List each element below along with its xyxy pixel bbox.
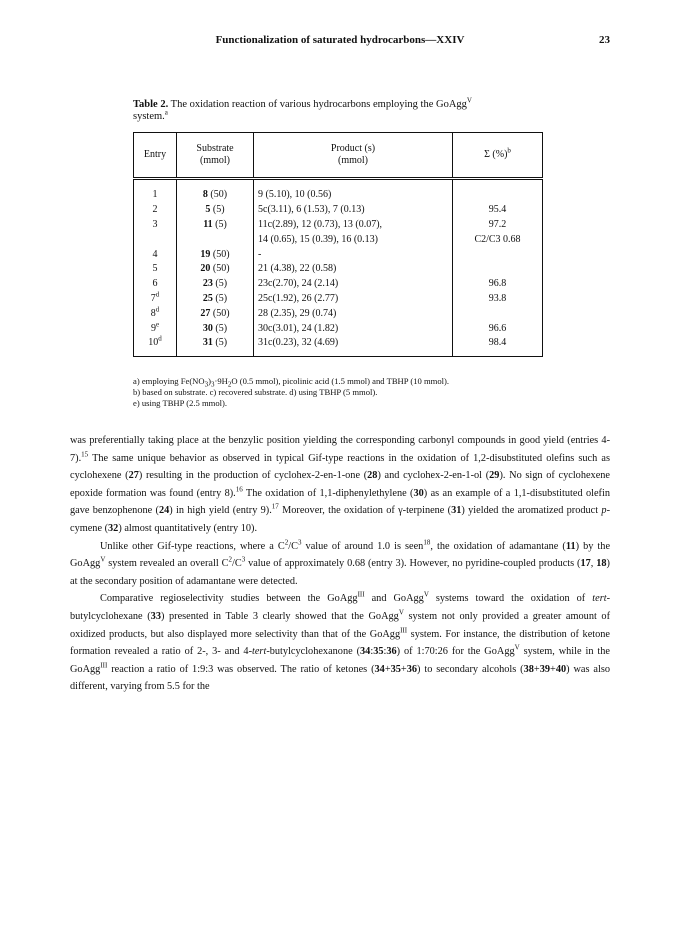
cell-substrate-amount: (5) [212, 204, 225, 216]
table-row [134, 218, 543, 233]
cell-substrate-id: 23 [202, 278, 213, 290]
cell-entry [134, 277, 177, 292]
cell-substrate-id: 5 [205, 204, 211, 216]
cell-sigma [453, 247, 543, 262]
cell-substrate [177, 203, 254, 218]
cell-substrate [177, 188, 254, 203]
header-product [254, 133, 453, 179]
cell-entry-number: 2 [152, 204, 158, 216]
cell-product: 14 (0.65), 15 (0.39), 16 (0.13) [254, 232, 453, 247]
cell-sigma: 98.4 [453, 336, 543, 357]
cell-entry [134, 203, 177, 218]
cell-entry-sup: e [155, 320, 160, 329]
cell-entry-sup: d [155, 305, 160, 314]
table-row [134, 247, 543, 262]
header-sigma-text: Σ (%) [484, 149, 508, 160]
cell-sigma [453, 188, 543, 203]
cell-product: 23c(2.70), 24 (2.14) [254, 277, 453, 292]
table-caption [133, 96, 543, 123]
cell-substrate [177, 336, 254, 357]
paragraph-3: Comparative regioselectivity studies between the GoAgg$^{III}$ and GoAgg$^V$ systems toward the oxidation of tert-butylcyclohexane (33) presented in Table 3 clearly showed that the GoAgg$^V$ system not only provided a greater amount of oxidized products, but also displayed more selectivity than that of the GoAgg$^{III}$ system. For instance, the distribution of ketone formation revealed a ratio of 2-, 3- and 4-tert-butylcyclohexanone (34:35:36) of 1:70:26 for the GoAgg$^V$ system, while in the GoAgg$^{III}$ reaction a ratio of 1:9:3 was observed. The ratio of ketones (34+35+36) to secondary alcohols (38+39+40) was also different, varying from 5.5 for the [70, 590, 611, 693]
cell-substrate [177, 218, 254, 233]
cell-entry-number: 5 [152, 263, 158, 275]
cell-entry [134, 262, 177, 277]
table-row [134, 277, 543, 292]
cell-product: 28 (2.35), 29 (0.74) [254, 306, 453, 321]
cell-substrate [177, 306, 254, 321]
cell-product: 25c(1.92), 26 (2.77) [254, 292, 453, 307]
header-substrate-line2: (mmol) [200, 155, 230, 166]
cell-entry-number: 4 [152, 248, 158, 260]
body-text [70, 432, 610, 696]
cell-substrate-amount: (50) [212, 307, 230, 319]
cell-substrate-id: 8 [202, 189, 208, 201]
page-number: 23 [599, 34, 610, 46]
table-caption-sup: V [466, 96, 472, 105]
table-body [134, 179, 543, 357]
table-row [134, 232, 543, 247]
cell-entry-number: 10 [148, 336, 159, 348]
header-substrate-line1: Substrate [196, 143, 234, 154]
table-footnotes [133, 376, 563, 409]
cell-substrate [177, 262, 254, 277]
cell-entry [134, 336, 177, 357]
cell-entry [134, 306, 177, 321]
cell-sigma: 96.8 [453, 277, 543, 292]
cell-substrate-id: 11 [203, 218, 213, 230]
table-caption-label: Table 2. [133, 99, 169, 110]
cell-substrate-id: 20 [200, 263, 211, 275]
cell-sigma [453, 262, 543, 277]
header-sigma-sup: b [507, 146, 511, 155]
paragraph-2: Unlike other Gif-type reactions, where a $C^2/C^3$ value of around 1.0 is seen$^{18}$, the oxidation of adamantane (11) by the GoAgg$^V$ system revealed an overall $C^2/C^3$ value of approximately 0.68 (entry 3). However, no pyridine-coupled products (17, 18) at the secondary position of adamantane were detected. [70, 538, 611, 587]
cell-product: - [254, 247, 453, 262]
footnote-b: b) based on substrate. c) recovered substrate. d) using TBHP (5 mmol). [133, 387, 378, 397]
table-row [134, 321, 543, 336]
table-spacer-row [134, 179, 543, 189]
cell-entry-number: 1 [152, 189, 158, 201]
cell-entry-number: 9 [150, 322, 156, 334]
table-row [134, 188, 543, 203]
cell-product: 11c(2.89), 12 (0.73), 13 (0.07), [254, 218, 453, 233]
header-substrate [177, 133, 254, 179]
cell-entry-sup: d [155, 290, 160, 299]
table-row [134, 306, 543, 321]
cell-entry [134, 188, 177, 203]
header-sigma [453, 133, 543, 179]
cell-substrate [177, 277, 254, 292]
cell-entry-sup: d [158, 334, 162, 343]
cell-substrate [177, 292, 254, 307]
header-product-line1: Product (s) [330, 143, 376, 154]
header-entry: Entry [134, 133, 177, 179]
cell-substrate-amount: (50) [210, 189, 228, 201]
running-head-title: Functionalization of saturated hydrocarbons—XXIV [215, 34, 465, 46]
cell-product: 31c(0.23), 32 (4.69) [254, 336, 453, 357]
cell-substrate-id: 30 [202, 322, 213, 334]
table-row [134, 292, 543, 307]
cell-entry-number: 3 [152, 218, 158, 230]
cell-sigma: 95.4 [453, 203, 543, 218]
cell-substrate [177, 321, 254, 336]
cell-product: 5c(3.11), 6 (1.53), 7 (0.13) [254, 203, 453, 218]
cell-substrate-amount: (5) [215, 218, 227, 230]
cell-sigma [453, 306, 543, 321]
cell-entry [134, 321, 177, 336]
cell-product: 30c(3.01), 24 (1.82) [254, 321, 453, 336]
cell-substrate-amount: (5) [215, 336, 228, 348]
table-caption-line2: system. [133, 111, 165, 122]
cell-substrate-id: 27 [200, 307, 211, 319]
cell-substrate-amount: (50) [212, 248, 230, 260]
cell-entry [134, 292, 177, 307]
cell-substrate [177, 232, 254, 247]
cell-substrate-amount: (5) [215, 278, 228, 290]
cell-sigma: 96.6 [453, 321, 543, 336]
table-caption-text: The oxidation reaction of various hydrocarbons employing the GoAgg [170, 99, 467, 110]
cell-entry [134, 232, 177, 247]
table-row [134, 262, 543, 277]
cell-substrate-amount: (50) [212, 263, 230, 275]
cell-substrate-amount: (5) [215, 292, 228, 304]
table-row [134, 203, 543, 218]
table-row [134, 336, 543, 357]
cell-substrate-id: 31 [202, 336, 213, 348]
footnote-e: e) using TBHP (2.5 mmol). [133, 398, 228, 408]
cell-entry [134, 247, 177, 262]
cell-entry [134, 218, 177, 233]
footnote-a: a) employing $Fe(NO_3)_3\cdot 9H_2O$ (0.5 mmol), picolinic acid (1.5 mmol) and TBHP (10 mmol). [133, 376, 450, 389]
cell-substrate-amount: (5) [215, 322, 228, 334]
cell-sigma: C2/C3 0.68 [453, 232, 543, 247]
cell-substrate-id: 25 [202, 292, 213, 304]
oxidation-table [133, 132, 543, 357]
cell-entry-number: 6 [152, 278, 158, 290]
paragraph-1: was preferentially taking place at the benzylic position yielding the corresponding carbonyl compounds in good yield (entries 4-7).$^{15}$ The same unique behavior as observed in typical Gif-type reactions in the oxidation of 1,2-disubstituted olefins such as cyclohexene (27) resulting in the production of cyclohex-2-en-1-one (28) and cyclohex-2-en-1-ol (29). No sign of cyclohexene epoxide formation was found (entry 8).$^{16}$ The oxidation of 1,1-diphenylethylene (30) as an example of a 1,1-disubstituted olefin gave benzophenone (24) in high yield (entry 9).$^{17}$ Moreover, the oxidation of γ-terpinene (31) yielded the aromatized product p-cymene (32) almost quantitatively (entry 10). [70, 435, 610, 534]
cell-entry-number: 7 [150, 292, 156, 304]
cell-entry-number: 8 [150, 307, 156, 319]
header-product-line2: (mmol) [338, 155, 368, 166]
cell-substrate [177, 247, 254, 262]
cell-sigma: 93.8 [453, 292, 543, 307]
cell-sigma: 97.2 [453, 218, 543, 233]
cell-product: 21 (4.38), 22 (0.58) [254, 262, 453, 277]
table-caption-line2-sup: a [164, 108, 168, 117]
cell-substrate-id: 19 [200, 248, 211, 260]
cell-product: 9 (5.10), 10 (0.56) [254, 188, 453, 203]
